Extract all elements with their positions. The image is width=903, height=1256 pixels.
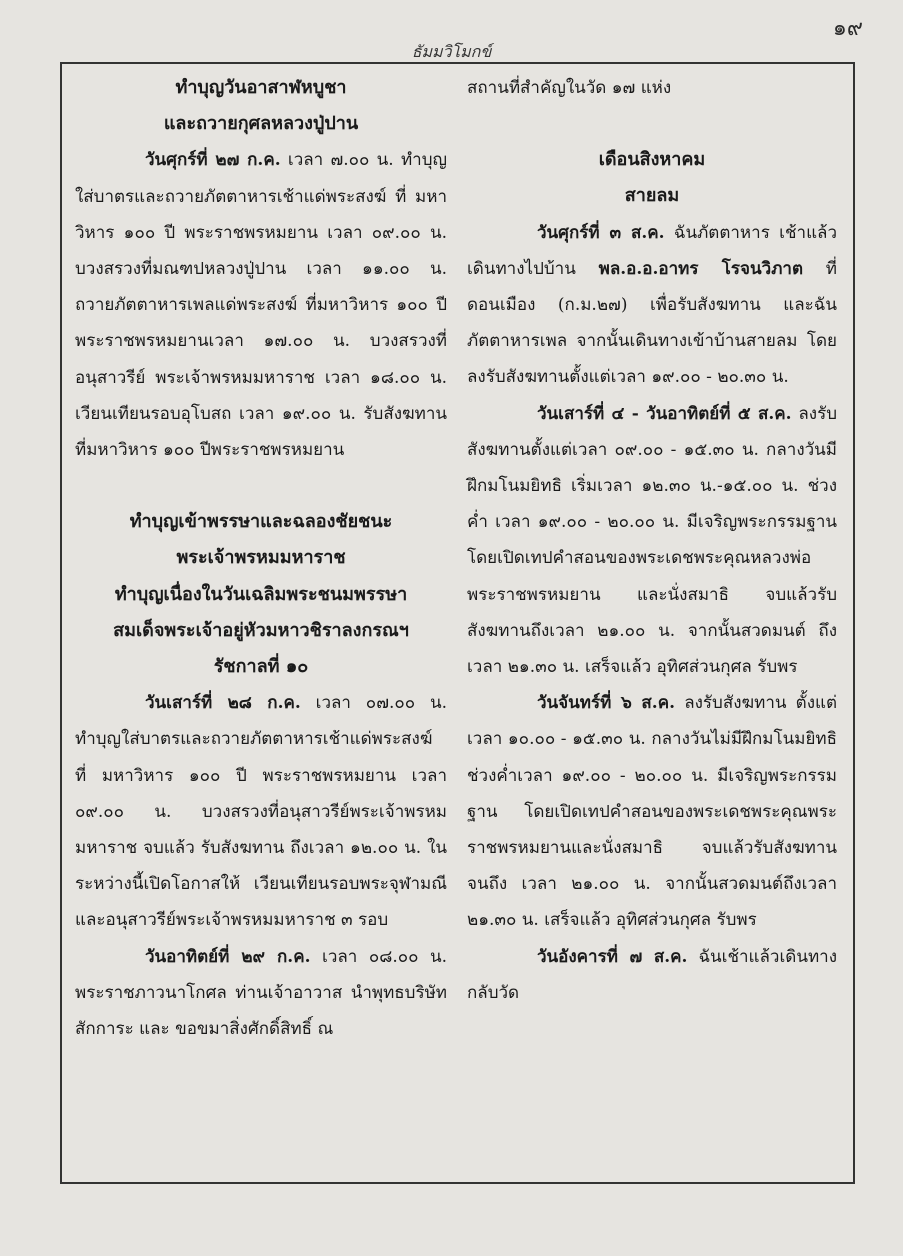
page-number: ๑๙ [832, 16, 863, 41]
paragraph-text: เวลา ๐๗.๐๐ น. ทำบุญใส่บาตรและถวายภัตตาหารเช้าแด่พระสงฆ์ ที่ มหาวิหาร ๑๐๐ ปี พระราชพรหมยาน เวลา ๐๙.๐๐ น. บวงสรวงที่อนุสาวรีย์พระเจ้าพรหมมหาราช จบแล้ว รับสังฆทาน ถึงเวลา ๑๒.๐๐ น. ในระหว่างนี้เปิดโอกาสให้ เวียนเทียนรอบพระจุฬามณีและอนุสาวรีย์พระเจ้าพรหมมหาราช ๓ รอบ [75, 693, 447, 931]
date-label: วันเสาร์ที่ ๒๘ ก.ค. [145, 693, 301, 714]
section-heading: สายลม [624, 185, 680, 207]
date-label: วันศุกร์ที่ ๓ ส.ค. [537, 222, 665, 243]
section-heading: เดือนสิงหาคม [598, 149, 706, 171]
paragraph-text: ที่ดอนเมือง (ก.ม.๒๗) เพื่อรับสังฆทาน และฉันภัตตาหารเพล จากนั้นเดินทางเข้าบ้านสายลม โดยลงรับสังฆทานตั้งแต่เวลา ๑๙.๐๐ - ๒๐.๓๐ น. [467, 258, 837, 388]
paragraph [467, 215, 837, 396]
person-name: พล.อ.อ.อาทร โรจนวิภาต [598, 258, 803, 279]
paragraph [467, 396, 837, 686]
section-heading: ทำบุญเข้าพรรษาและฉลองชัยชนะ [129, 511, 393, 533]
paragraph [75, 142, 447, 468]
date-label: วันจันทร์ที่ ๖ ส.ค. [537, 693, 676, 714]
section-heading: รัชกาลที่ ๑๐ [213, 656, 309, 678]
paragraph [467, 685, 837, 938]
date-label: วันศุกร์ที่ ๒๗ ก.ค. [145, 150, 281, 171]
right-column [467, 70, 837, 1011]
left-column [75, 70, 447, 1047]
paragraph: สถานที่สำคัญในวัด ๑๗ แห่ง [467, 78, 672, 98]
section-heading: สมเด็จพระเจ้าอยู่หัวมหาวชิราลงกรณฯ [113, 619, 409, 641]
running-header: ธัมมวิโมกข์ [411, 42, 492, 61]
date-label: วันเสาร์ที่ ๔ - วันอาทิตย์ที่ ๕ ส.ค. [537, 403, 792, 424]
section-heading: ทำบุญเนื่องในวันเฉลิมพระชนมพรรษา [114, 583, 408, 605]
paragraph [467, 939, 837, 1011]
paragraph-text: ลงรับสังฆทานตั้งแต่เวลา ๐๙.๐๐ - ๑๕.๓๐ น. กลางวันมีฝึกมโนมยิทธิ เริ่มเวลา ๑๒.๓๐ น.-๑๕.๐๐ น. ช่วงค่ำ เวลา ๑๙.๐๐ - ๒๐.๐๐ น. มีเจริญพระกรรมฐาน โดยเปิดเทปคำสอนของพระเดชพระคุณหลวงพ่อพระราชพรหมยาน และนั่งสมาธิ จบแล้วรับสังฆทานถึงเวลา ๒๑.๐๐ น. จากนั้นสวดมนต์ ถึงเวลา ๒๑.๓๐ น. เสร็จแล้ว อุทิศส่วนกุศล รับพร [467, 403, 837, 678]
paragraph-text: ลงรับสังฆทาน ตั้งแต่เวลา ๑๐.๐๐ - ๑๕.๓๐ น. กลางวันไม่มีฝึกมโนมยิทธิ ช่วงค่ำเวลา ๑๙.๐๐ - ๒๐.๐๐ น. มีเจริญพระกรรมฐาน โดยเปิดเทปคำสอนของพระเดชพระคุณพระราชพรหมยานและนั่งสมาธิ จบแล้วรับสังฆทานจนถึง เวลา ๒๑.๐๐ น. จากนั้นสวดมนต์ถึงเวลา ๒๑.๓๐ น. เสร็จแล้ว อุทิศส่วนกุศล รับพร [467, 693, 837, 931]
date-label: วันอาทิตย์ที่ ๒๙ ก.ค. [145, 946, 311, 967]
paragraph-text: เวลา ๐๘.๐๐ น. พระราชภาวนาโกศล ท่านเจ้าอาวาส นำพุทธบริษัทสักการะ และ ขอขมาสิ่งศักดิ์สิทธิ์ ณ [75, 946, 447, 1040]
paragraph [75, 685, 447, 938]
paragraph-text: เวลา ๗.๐๐ น. ทำบุญใส่บาตรและถวายภัตตาหารเช้าแด่พระสงฆ์ ที่ มหาวิหาร ๑๐๐ ปี พระราชพรหมยาน เวลา ๐๙.๐๐ น. บวงสรวงที่มณฑปหลวงปู่ปาน เวลา ๑๑.๐๐ น. ถวายภัตตาหารเพลแด่พระสงฆ์ ที่มหาวิหาร ๑๐๐ ปีพระราชพรหมยานเวลา ๑๗.๐๐ น. บวงสรวงที่อนุสาวรีย์ พระเจ้าพรหมมหาราช เวลา ๑๘.๐๐ น. เวียนเทียนรอบอุโบสถ เวลา ๑๙.๐๐ น. รับสังฆทานที่มหาวิหาร ๑๐๐ ปีพระราชพรหมยาน [75, 150, 447, 461]
paragraph [75, 939, 447, 1048]
section-heading: พระเจ้าพรหมมหาราช [176, 547, 346, 569]
section-heading: และถวายกุศลหลวงปู่ปาน [163, 113, 359, 135]
section-heading: ทำบุญวันอาสาฬหบูชา [175, 77, 347, 98]
paragraph-text: ฉันเช้าแล้วเดินทางกลับวัด [467, 946, 838, 1003]
paragraph-text: ฉันภัตตาหาร เช้าแล้ว เดินทางไปบ้าน [467, 222, 837, 279]
date-label: วันอังคารที่ ๗ ส.ค. [537, 946, 688, 967]
